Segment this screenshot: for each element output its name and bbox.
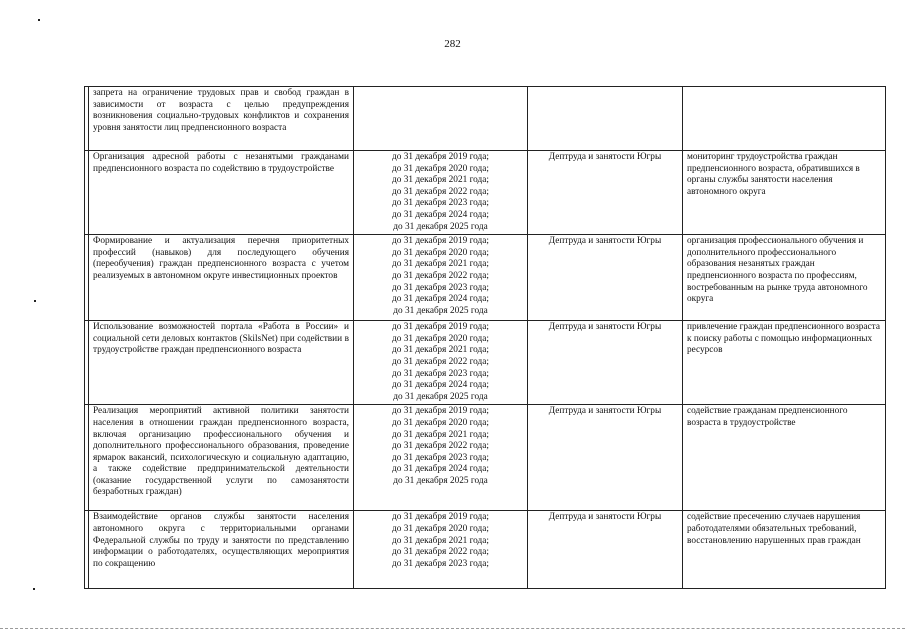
- result-text: содействие пресечению случаев нарушения работодателями обязательных требований, восстановлению нарушенных прав граждан: [683, 511, 886, 589]
- deadline-item: до 31 декабря 2021 года;: [392, 259, 489, 270]
- deadline-item: до 31 декабря 2022 года;: [392, 441, 489, 452]
- executor-text: [528, 87, 683, 151]
- deadline-item: до 31 декабря 2019 года;: [392, 322, 489, 333]
- deadline-item: до 31 декабря 2022 года;: [392, 186, 489, 197]
- measure-text: Реализация мероприятий активной политики занятости населения в отношении граждан предпенсионного возраста, включая организацию профессионального обучения и дополнительного профессионального образования, проведение ярмарок вакансий, психологическую и социальную адаптацию, а также содействие предпринимательской деятельности (оказание государственной услуги по самозанятости безработных граждан): [89, 405, 354, 511]
- deadline-item: до 31 декабря 2025 года: [393, 391, 488, 402]
- result-text: мониторинг трудоустройства граждан предпенсионного возраста, обратившихся в органы службы занятости населения автономного округа: [683, 151, 886, 235]
- scan-speck: [33, 588, 35, 590]
- executor-text: Дептруда и занятости Югры: [528, 235, 683, 321]
- deadline-cell: [354, 235, 528, 321]
- deadline-cell: [354, 151, 528, 235]
- table-row: [85, 321, 886, 405]
- deadline-item: до 31 декабря 2019 года;: [392, 152, 489, 162]
- deadline-item: до 31 декабря 2025 года: [393, 221, 488, 232]
- measure-text: Формирование и актуализация перечня приоритетных профессий (навыков) для последующего обучения (переобучения) граждан предпенсионного возраста с учетом реализуемых в автономном округе инвестиционных проектов: [89, 235, 354, 321]
- deadline-item: до 31 декабря 2020 года;: [392, 247, 489, 258]
- deadline-item: до 31 декабря 2019 года;: [392, 512, 489, 523]
- deadline-item: до 31 декабря 2023 года;: [392, 368, 489, 379]
- deadline-item: до 31 декабря 2024 года;: [392, 464, 489, 475]
- table-row: [85, 235, 886, 321]
- table-row: [85, 405, 886, 511]
- measure-text: Организация адресной работы с незанятыми гражданами предпенсионного возраста по содействию в трудоустройстве: [89, 151, 354, 235]
- table-row: [85, 511, 886, 589]
- deadline-cell: [354, 511, 528, 589]
- deadline-item: до 31 декабря 2023 года;: [392, 282, 489, 293]
- deadline-item: до 31 декабря 2025 года: [393, 475, 488, 486]
- deadline-item: до 31 декабря 2020 года;: [392, 163, 489, 174]
- measure-text: запрета на ограничение трудовых прав и свобод граждан в зависимости от возраста с целью предупреждения возникновения социально-трудовых конфликтов и сохранения уровня занятости лиц предпенсионного возраста: [89, 87, 354, 151]
- deadline-item: до 31 декабря 2023 года;: [392, 452, 489, 463]
- deadline-item: до 31 декабря 2025 года: [393, 305, 488, 316]
- executor-text: Дептруда и занятости Югры: [528, 511, 683, 589]
- scan-speck: [34, 300, 36, 302]
- deadline-item: до 31 декабря 2021 года;: [392, 345, 489, 356]
- table-row: [85, 151, 886, 235]
- deadline-item: до 31 декабря 2021 года;: [392, 429, 489, 440]
- measure-text: Использование возможностей портала «Работа в России» и социальной сети деловых контактов (SkilsNet) при содействии в трудоустройстве граждан предпенсионного возраста: [89, 321, 354, 405]
- deadline-item: до 31 декабря 2020 года;: [392, 417, 489, 428]
- table-row: [85, 87, 886, 151]
- result-text: организация профессионального обучения и дополнительного профессионального образования незанятых граждан предпенсионного возраста по профессиям, востребованным на рынке труда автономного округа: [683, 235, 886, 321]
- deadline-item: до 31 декабря 2022 года;: [392, 270, 489, 281]
- deadline-cell: [354, 87, 528, 151]
- deadline-cell: [354, 405, 528, 511]
- executor-text: Дептруда и занятости Югры: [528, 321, 683, 405]
- deadline-item: до 31 декабря 2022 года;: [392, 356, 489, 367]
- deadline-item: до 31 декабря 2023 года;: [392, 558, 489, 569]
- deadline-item: до 31 декабря 2019 года;: [392, 406, 489, 417]
- deadline-item: до 31 декабря 2023 года;: [392, 198, 489, 209]
- executor-text: Дептруда и занятости Югры: [528, 151, 683, 235]
- result-text: содействие гражданам предпенсионного возраста в трудоустройстве: [683, 405, 886, 511]
- deadline-item: до 31 декабря 2024 года;: [392, 380, 489, 391]
- deadline-item: до 31 декабря 2020 года;: [392, 523, 489, 534]
- result-text: привлечение граждан предпенсионного возраста к поиску работы с помощью информационных ресурсов: [683, 321, 886, 405]
- measures-table: [84, 86, 886, 589]
- page-number: 282: [444, 38, 461, 50]
- deadline-item: до 31 декабря 2024 года;: [392, 209, 489, 220]
- deadline-item: до 31 декабря 2021 года;: [392, 535, 489, 546]
- deadline-item: до 31 декабря 2020 года;: [392, 333, 489, 344]
- measure-text: Взаимодействие органов службы занятости населения автономного округа с территориальными органами Федеральной службы по труду и занятости по представлению информации о работодателях, осуществляющих мероприятия по сокращению: [89, 511, 354, 589]
- deadline-item: до 31 декабря 2024 года;: [392, 294, 489, 305]
- scan-edge: [0, 628, 905, 630]
- executor-text: Дептруда и занятости Югры: [528, 405, 683, 511]
- deadline-item: до 31 декабря 2021 года;: [392, 175, 489, 186]
- deadline-item: до 31 декабря 2022 года;: [392, 547, 489, 558]
- scan-speck: [38, 19, 40, 21]
- deadline-item: до 31 декабря 2019 года;: [392, 236, 489, 247]
- result-text: [683, 87, 886, 151]
- deadline-cell: [354, 321, 528, 405]
